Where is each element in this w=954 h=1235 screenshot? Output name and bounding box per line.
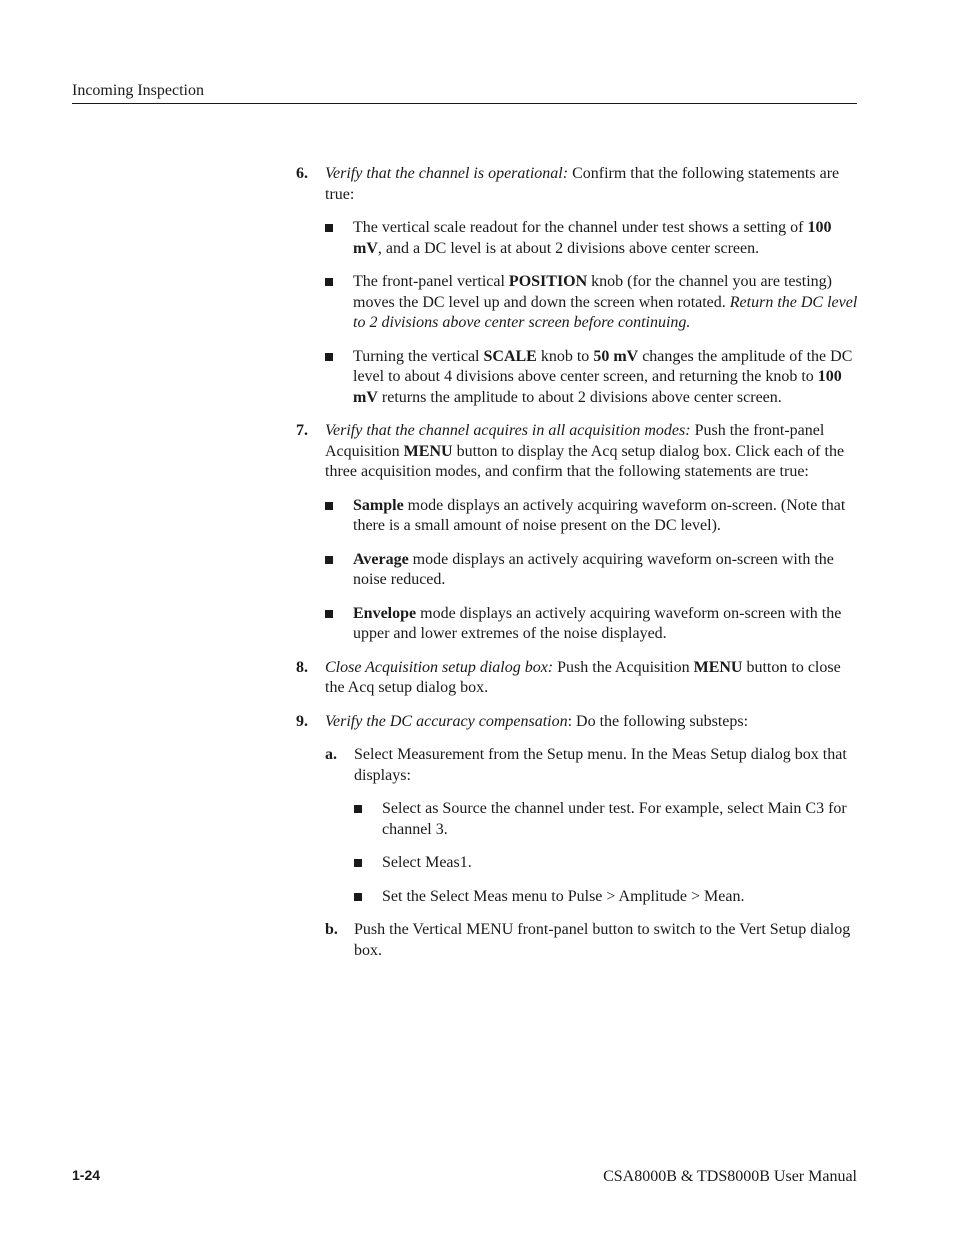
step-number: 6. [296, 165, 308, 182]
bullet-square-icon [325, 278, 333, 286]
substep-a [325, 745, 860, 907]
list-item [325, 550, 860, 591]
bullet-square-icon [325, 502, 333, 510]
bullet-text: mode displays an actively acquiring waveform on-screen with the upper and lower extremes of the noise displayed. [353, 604, 842, 642]
step-number: 7. [296, 422, 308, 439]
bullet-text: knob to [536, 347, 594, 365]
list-item [325, 218, 860, 259]
bullet-text: , and a DC level is at about 2 divisions above center screen. [377, 239, 760, 257]
bullet-text: Set the Select Meas menu to Pulse > Amplitude > Mean. [382, 887, 745, 905]
substep-text: Push the Vertical MENU front-panel button to switch to the Vert Setup dialog box. [354, 921, 851, 959]
substep-letter: a. [325, 746, 337, 763]
bullet-list [325, 496, 860, 645]
list-item [354, 799, 860, 840]
bullet-square-icon [354, 859, 362, 867]
section-title: Incoming Inspection [72, 82, 204, 99]
bullet-italic: Return the DC level to 2 divisions above center screen before continuing. [353, 293, 858, 331]
bullet-square-icon [325, 556, 333, 564]
bullet-text: Select as Source the channel under test. For example, select Main C3 for channel 3. [382, 800, 847, 838]
list-item [354, 887, 860, 908]
step-text: Confirm that the following statements are true: [325, 165, 840, 203]
bullet-text: Turning the vertical [353, 347, 484, 365]
bullet-square-icon [354, 893, 362, 901]
substep-text: Select Measurement from the Setup menu. In the Meas Setup dialog box that displays: [354, 746, 847, 784]
bullet-square-icon [325, 224, 333, 232]
main-content [296, 164, 860, 974]
list-item [325, 272, 860, 334]
bullet-list [325, 218, 860, 408]
bullet-text: mode displays an actively acquiring waveform on-screen with the noise reduced. [353, 550, 834, 588]
bullet-bold: 100 mV [353, 219, 832, 257]
step-bold: MENU [403, 442, 453, 460]
list-item [325, 496, 860, 537]
bullet-square-icon [354, 805, 362, 813]
list-item [325, 604, 860, 645]
bullet-bold: Sample [353, 496, 404, 514]
step-text: button to close the Acq setup dialog box. [325, 658, 841, 696]
page-number: 1-24 [72, 1167, 101, 1183]
bullet-bold: Envelope [353, 604, 417, 622]
bullet-bold: 100 mV [353, 368, 842, 406]
step-6 [296, 164, 860, 408]
step-lead: Close Acquisition setup dialog box: [325, 658, 554, 676]
step-number: 8. [296, 658, 308, 676]
list-item [354, 853, 860, 874]
bullet-text: Select Meas1. [382, 854, 472, 871]
bullet-square-icon [325, 353, 333, 361]
bullet-text: knob (for the channel you are testing) moves the DC level up and down the screen when rotated. [353, 273, 832, 311]
bullet-text: changes the amplitude of the DC level to about 4 divisions above center screen, and returning the knob to [353, 347, 853, 385]
step-9 [296, 712, 860, 962]
substep-b [325, 920, 860, 961]
running-header [72, 81, 857, 104]
step-bold: MENU [693, 658, 743, 676]
bullet-bold: SCALE [483, 347, 537, 365]
step-text: : Do the following substeps: [567, 712, 749, 730]
step-text: button to display the Acq setup dialog box. Click each of the three acquisition modes, and confirm that the following statements are true: [325, 442, 845, 480]
step-8 [296, 658, 860, 699]
bullet-square-icon [325, 610, 333, 618]
bullet-text: returns the amplitude to about 2 divisions above center screen. [377, 388, 782, 406]
step-lead: Verify that the channel acquires in all acquisition modes: [325, 422, 691, 439]
list-item [325, 347, 860, 409]
step-number: 9. [296, 712, 308, 730]
step-7 [296, 421, 860, 645]
bullet-text: The vertical scale readout for the channel under test shows a setting of [353, 219, 808, 236]
bullet-bold: Average [353, 550, 409, 568]
bullet-text: mode displays an actively acquiring waveform on-screen. (Note that there is a small amount of noise present on the DC level). [353, 496, 846, 534]
bullet-bold: 50 mV [593, 347, 639, 365]
bullet-text: The front-panel vertical [353, 273, 509, 290]
step-lead: Verify that the channel is operational: [325, 165, 569, 182]
step-text: Push the front-panel Acquisition [325, 422, 825, 460]
bullet-list [354, 799, 860, 907]
step-text: Push the Acquisition [553, 658, 694, 676]
bullet-bold: POSITION [508, 273, 588, 290]
step-lead: Verify the DC accuracy compensation [325, 712, 568, 730]
manual-title: CSA8000B & TDS8000B User Manual [603, 1168, 857, 1185]
substep-letter: b. [325, 921, 338, 938]
